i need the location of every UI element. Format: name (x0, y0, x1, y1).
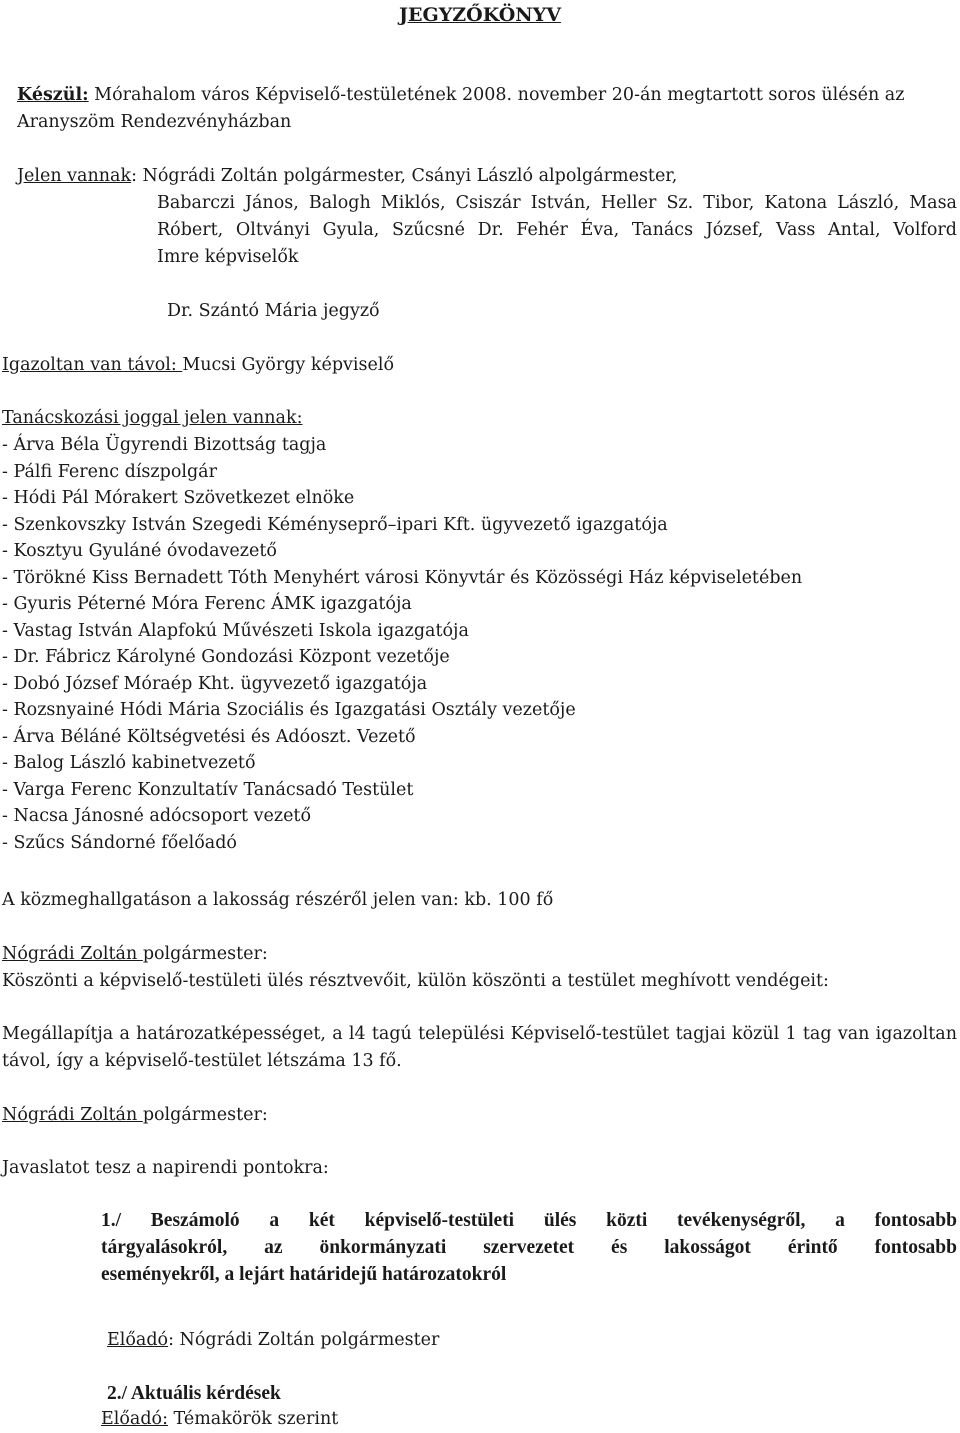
keszul-line-1 (17, 82, 904, 109)
agenda-1-line-2: tárgyalásokról, az önkormányzati szervezetet és lakosságot érintő fontosabb (101, 1237, 957, 1258)
attendee-item: - Dr. Fábricz Károlyné Gondozási Központ vezetője (2, 647, 450, 667)
attendee-item: - Árva Béla Ügyrendi Bizottság tagja (2, 435, 327, 455)
jelen-text-1: : Nógrádi Zoltán polgármester, Csányi László alpolgármester, (131, 166, 678, 186)
agenda-2-eloado-label: Előadó: (101, 1409, 168, 1429)
keszul-line-2: Aranyszöm Rendezvényházban (17, 112, 292, 132)
speaker-2-name: Nógrádi Zoltán (2, 1105, 143, 1125)
tavol-line (2, 352, 394, 379)
attendee-item: - Nacsa Jánosné adócsoport vezető (2, 806, 312, 826)
jelen-line-1 (17, 163, 677, 190)
agenda-2-title: 2./ Aktuális kérdések (107, 1383, 281, 1404)
attendee-item: - Szűcs Sándorné főelőadó (2, 832, 237, 853)
javaslat-line: Javaslatot tesz a napirendi pontokra: (2, 1158, 329, 1178)
agenda-1-eloado-text: : Nógrádi Zoltán polgármester (168, 1330, 440, 1350)
jelen-label: Jelen vannak (17, 166, 132, 186)
agenda-1-eloado-label: Előadó (107, 1330, 169, 1350)
keszul-text-1: Mórahalom város Képviselő-testületének 2008. november 20-án megtartott soros ülésén az (88, 85, 905, 105)
attendee-item: - Hódi Pál Mórakert Szövetkezet elnöke (2, 488, 355, 508)
tanacskozasi-list (2, 432, 802, 856)
attendee-item: - Balog László kabinetvezető (2, 753, 256, 773)
megallapitja-line-1: Megállapítja a határozatképességet, a l4 tagú települési Képviselő-testület tagjai közül 1 tag van igazoltan (2, 1024, 957, 1044)
speaker-1-role: polgármester: (142, 944, 268, 964)
megallapitja-line-2: távol, így a képviselő-testület létszáma 13 fő. (2, 1051, 402, 1071)
agenda-1-line-1: 1./ Beszámoló a két képviselő-testületi ülés közti tevékenységről, a fontosabb (101, 1210, 957, 1231)
speaker-1-text: Köszönti a képviselő-testületi ülés résztvevőit, külön köszönti a testület meghívott vendégeit: (2, 971, 829, 991)
agenda-1-line-3: eseményekről, a lejárt határidejű határozatokról (101, 1264, 507, 1285)
attendee-item: - Rozsnyainé Hódi Mária Szociális és Igazgatási Osztály vezetője (2, 700, 576, 720)
document-title: JEGYZŐKÖNYV (399, 4, 561, 26)
attendee-item: - Varga Ferenc Konzultatív Tanácsadó Testület (2, 779, 414, 800)
attendee-item: - Dobó József Móraép Kht. ügyvezető igazgatója (2, 673, 428, 694)
keszul-label: Készül: (17, 85, 89, 105)
jegyzo-line: Dr. Szántó Mária jegyző (167, 301, 380, 321)
kozmeghallgatas-line: A közmeghallgatáson a lakosság részéről jelen van: kb. 100 fő (2, 890, 554, 910)
jelen-line-4: Imre képviselők (157, 247, 299, 267)
attendee-item: - Pálfi Ferenc díszpolgár (2, 461, 217, 482)
speaker-1-name: Nógrádi Zoltán (2, 944, 143, 964)
jelen-line-3: Róbert, Oltványi Gyula, Szűcsné Dr. Fehér Éva, Tanács József, Vass Antal, Volford (157, 220, 957, 240)
attendee-item: - Árva Béláné Költségvetési és Adóoszt. Vezető (2, 726, 416, 747)
tanacskozasi-heading: Tanácskozási joggal jelen vannak: (2, 408, 303, 428)
agenda-1-eloado (107, 1327, 439, 1354)
attendee-item: - Szenkovszky István Szegedi Kéményseprő–ipari Kft. ügyvezető igazgatója (2, 514, 668, 535)
speaker-2-line (2, 1102, 268, 1129)
attendee-item: - Kosztyu Gyuláné óvodavezető (2, 541, 277, 561)
attendee-item: - Vastag István Alapfokú Művészeti Iskola igazgatója (2, 620, 469, 641)
speaker-1-line (2, 941, 268, 968)
tavol-text: Mucsi György képviselő (182, 355, 394, 375)
tavol-label: Igazoltan van távol: (2, 355, 183, 375)
jelen-line-2: Babarczi János, Balogh Miklós, Csiszár István, Heller Sz. Tibor, Katona László, Masa (157, 193, 957, 213)
attendee-item: - Gyuris Péterné Móra Ferenc ÁMK igazgatója (2, 594, 412, 614)
agenda-2-eloado-text: Témakörök szerint (167, 1409, 339, 1429)
speaker-2-role: polgármester: (142, 1105, 268, 1125)
agenda-2-eloado (101, 1406, 338, 1433)
attendee-item: - Törökné Kiss Bernadett Tóth Menyhért városi Könyvtár és Közösségi Ház képviseletében (2, 567, 803, 588)
